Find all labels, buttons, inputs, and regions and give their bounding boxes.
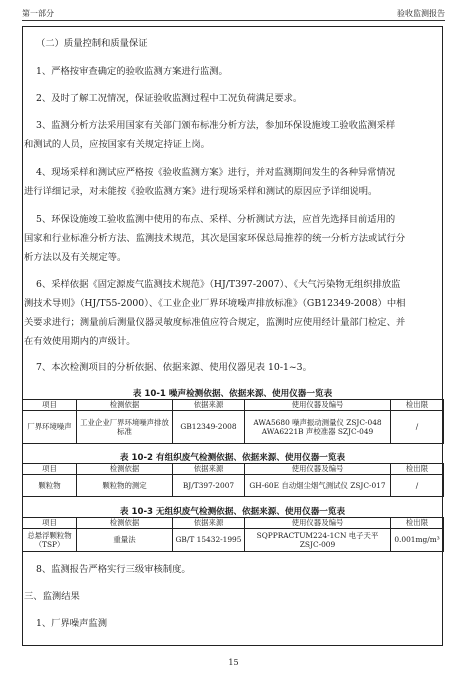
item-5-line-1: 5、环保设施竣工验收监测中使用的布点、采样、分析测试方法，应首先选择目前适用的 <box>36 214 396 225</box>
table-cell: GB/T 15432-1995 <box>173 529 245 552</box>
table-cell: 颗粒物 <box>23 475 77 497</box>
item-8: 8、监测报告严格实行三级审核制度。 <box>36 564 191 575</box>
table-cell: / <box>391 411 444 444</box>
header-cell: 检出限 <box>391 400 444 411</box>
table-10-2-title: 表 10-2 有组织废气检测依据、依据来源、使用仪器一览表 <box>119 453 346 463</box>
header-cell: 依据来源 <box>173 518 245 529</box>
item-4-line-2: 进行详细记录，对未能按《验收监测方案》进行现场采样和测试的原因应予详细说明。 <box>24 186 378 197</box>
table-cell: 厂界环境噪声 <box>23 411 77 444</box>
item-6-line-3: 关要求进行；测量前后测量仪器灵敏度标准值应符合规定，监测时应使用经计量部门检定、并 <box>24 317 406 328</box>
header-cell: 使用仪器及编号 <box>245 464 391 475</box>
table-cell: 0.001mg/m³ <box>391 529 444 552</box>
item-1: 1、严格按审查确定的验收监测方案进行监测。 <box>36 66 228 77</box>
table-cell: 工业企业厂界环境噪声排放标准 <box>77 411 173 444</box>
header-cell: 依据来源 <box>173 464 245 475</box>
page-header <box>22 8 445 20</box>
table-cell: AWA5680 噪声振动测量仪 ZSJC-048 AWA6221B 声校准器 SZJC-049 <box>245 411 391 444</box>
item-6-line-2: 测技术导则》（HJ/T55-2000）、《工业企业厂界环境噪声排放标准》（GB12349-2008）中相 <box>24 298 406 309</box>
header-left: 第一部分 <box>22 9 54 18</box>
header-cell: 检测依据 <box>77 464 173 475</box>
section-title: （二）质量控制和质量保证 <box>36 38 148 49</box>
item-6-line-1: 6、采样依据《固定源废气监测技术规范》（HJ/T397-2007）、《大气污染物无组织排放监 <box>36 279 401 290</box>
table-10-2 <box>22 463 444 497</box>
table-row <box>23 411 444 444</box>
table-header-row <box>23 400 444 411</box>
table-cell: SQPPRACTUM224-1CN 电子天平 ZSJC-009 <box>245 529 391 552</box>
table-header-row <box>23 464 444 475</box>
table-10-3 <box>22 517 444 552</box>
table-cell: / <box>391 475 444 497</box>
page-number: 15 <box>228 658 239 667</box>
table-cell: 总悬浮颗粒物（TSP） <box>23 529 77 552</box>
header-cell: 使用仪器及编号 <box>245 400 391 411</box>
table-cell: BJ/T397-2007 <box>173 475 245 497</box>
header-cell: 检出限 <box>391 518 444 529</box>
header-cell: 依据来源 <box>173 400 245 411</box>
table-cell: 重量法 <box>77 529 173 552</box>
header-cell: 项目 <box>23 464 77 475</box>
table-cell: GH-60E 自动烟尘烟气测试仪 ZSJC-017 <box>245 475 391 497</box>
section-3-heading: 三、监测结果 <box>24 591 80 602</box>
header-cell: 检出限 <box>391 464 444 475</box>
item-4-line-1: 4、现场采样和测试应严格按《验收监测方案》进行，并对监测期间发生的各种异常情况 <box>36 167 396 178</box>
table-header-row <box>23 518 444 529</box>
item-7: 7、本次检测项目的分析依据、依据来源、使用仪器见表 10-1~3。 <box>36 362 312 373</box>
header-cell: 使用仪器及编号 <box>245 518 391 529</box>
header-rule <box>22 20 445 21</box>
table-row <box>23 529 444 552</box>
table-cell: GB12349-2008 <box>173 411 245 444</box>
item-3-line-1: 3、监测分析方法采用国家有关部门颁布标准分析方法，参加环保设施竣工验收监测采样 <box>36 120 396 131</box>
item-2: 2、及时了解工况情况，保证验收监测过程中工况负荷满足要求。 <box>36 93 303 104</box>
table-10-1-title: 表 10-1 噪声检测依据、依据来源、使用仪器一览表 <box>132 389 333 399</box>
item-5-line-3: 析方法以及有关规定等。 <box>24 252 127 263</box>
item-5-line-2: 国家和行业标准分析方法、监测技术规范，其次是国家环保总局推荐的统一分析方法或试行分 <box>24 233 406 244</box>
table-row <box>23 475 444 497</box>
subsection-1-heading: 1、厂界噪声监测 <box>36 618 107 629</box>
header-cell: 项目 <box>23 518 77 529</box>
table-cell: 颗粒物的测定 <box>77 475 173 497</box>
table-10-1 <box>22 399 444 444</box>
item-6-line-4: 在有效使用期内的声级计。 <box>24 336 136 347</box>
header-cell: 检测依据 <box>77 400 173 411</box>
table-10-3-title: 表 10-3 无组织废气检测依据、依据来源、使用仪器一览表 <box>119 507 346 517</box>
header-right: 验收监测报告 <box>397 9 445 18</box>
header-cell: 项目 <box>23 400 77 411</box>
header-cell: 检测依据 <box>77 518 173 529</box>
item-3-line-2: 和测试的人员，应按国家有关规定持证上岗。 <box>24 139 210 150</box>
